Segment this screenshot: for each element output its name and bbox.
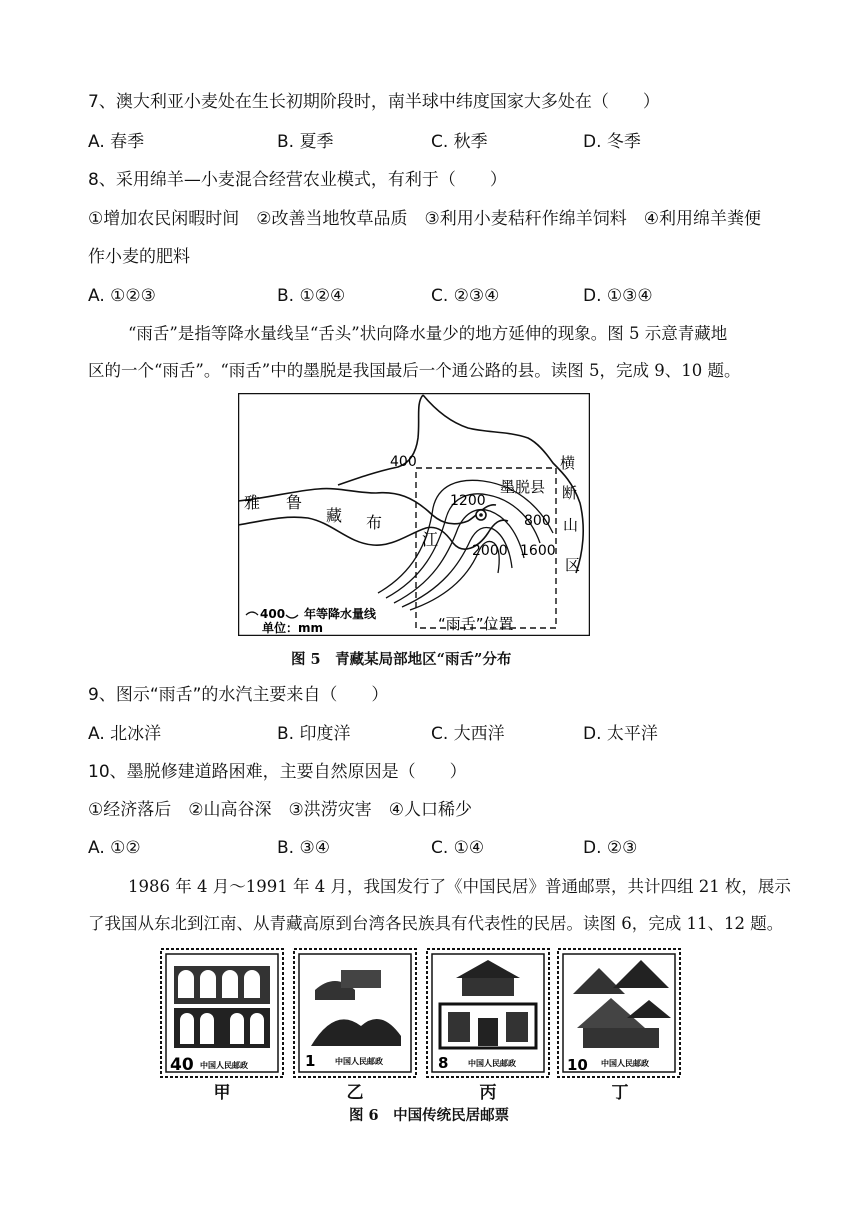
legend-text: 年等降水量线	[304, 607, 377, 621]
range-char-2: 断	[562, 484, 578, 502]
river-char-2: 鲁	[286, 493, 303, 512]
q9-option-d: D. 太平洋	[583, 724, 658, 744]
q8-option-a: A. ①②③	[88, 286, 156, 306]
river-char-3: 藏	[326, 506, 343, 525]
stamp-yi-issuer: 中国人民邮政	[335, 1057, 383, 1066]
stamp-jia	[160, 948, 284, 1078]
fig6-caption: 图 6 中国传统民居邮票	[349, 1107, 510, 1124]
stamp-jia-value: 40	[170, 1055, 194, 1075]
q9-stem: 9、图示“雨舌”的水汽主要来自（ ）	[88, 685, 389, 705]
intro-9-10-line1: “雨舌”是指等降水量线呈“舌头”状向降水量少的地方延伸的现象。图 5 示意青藏地	[128, 324, 728, 343]
stamp-label-yi: 乙	[346, 1083, 364, 1103]
stamp-bing-value: 8	[438, 1054, 449, 1072]
stamp-bing	[426, 948, 550, 1078]
q8-option-d: D. ①③④	[583, 286, 653, 306]
isoline-400: 400	[390, 454, 417, 470]
intro-11-12-line2: 了我国从东北到江南、从青藏高原到台湾各民族具有代表性的民居。读图 6，完成 11、12 题。	[88, 914, 784, 933]
q7-option-d: D. 冬季	[583, 132, 641, 152]
rain-tongue-map	[238, 393, 590, 636]
q8-statements-line1: ①增加农民闲暇时间 ②改善当地牧草品质 ③利用小麦秸秆作绵羊饲料 ④利用绵羊粪便	[88, 209, 761, 229]
stamp-ding	[557, 948, 681, 1078]
isoline-800: 800	[524, 513, 551, 529]
stamp-yi-value: 1	[305, 1052, 316, 1070]
q7-stem: 7、澳大利亚小麦处在生长初期阶段时，南半球中纬度国家大多处在（ ）	[88, 92, 660, 112]
stamp-label-ding: 丁	[611, 1083, 629, 1103]
q9-option-a: A. 北冰洋	[88, 724, 162, 744]
range-char-1: 横	[560, 454, 576, 472]
box-label: “雨舌”位置	[438, 615, 514, 633]
stamp-ding-issuer: 中国人民邮政	[601, 1059, 649, 1068]
q9-option-b: B. 印度洋	[277, 724, 351, 744]
legend-unit: 单位：mm	[262, 621, 324, 635]
q10-option-c: C. ①④	[431, 838, 485, 858]
stamp-jia-issuer: 中国人民邮政	[200, 1061, 248, 1070]
q8-option-c: C. ②③④	[431, 286, 500, 306]
stamp-yi	[293, 948, 417, 1078]
river-char-1: 雅	[244, 493, 261, 512]
q8-statements-line2: 作小麦的肥料	[88, 247, 190, 267]
q10-option-b: B. ③④	[277, 838, 330, 858]
q7-option-b: B. 夏季	[277, 132, 334, 152]
range-char-4: 区	[565, 556, 581, 574]
intro-11-12-line1: 1986 年 4 月～1991 年 4 月，我国发行了《中国民居》普通邮票，共计四组 21 枚，展示	[128, 877, 791, 896]
stamp-bing-issuer: 中国人民邮政	[468, 1059, 516, 1068]
isoline-1600: 1600	[520, 543, 556, 559]
intro-9-10-line2: 区的一个“雨舌”。“雨舌”中的墨脱是我国最后一个通公路的县。读图 5，完成 9、10 题。	[88, 361, 741, 380]
county-label: 墨脱县	[500, 478, 546, 496]
river-char-5: 江	[422, 530, 439, 549]
q7-option-c: C. 秋季	[431, 132, 488, 152]
stamp-ding-value: 10	[567, 1056, 588, 1074]
q10-option-a: A. ①②	[88, 838, 141, 858]
q8-option-b: B. ①②④	[277, 286, 346, 306]
q7-option-a: A. 春季	[88, 132, 145, 152]
stamp-label-bing: 丙	[479, 1083, 497, 1103]
q10-stem: 10、墨脱修建道路困难，主要自然原因是（ ）	[88, 762, 467, 782]
range-char-3: 山	[563, 516, 579, 534]
fig5-caption: 图 5 青藏某局部地区“雨舌”分布	[291, 651, 512, 668]
isoline-2000: 2000	[472, 543, 508, 559]
q10-statements: ①经济落后 ②山高谷深 ③洪涝灾害 ④人口稀少	[88, 800, 472, 820]
isoline-1200: 1200	[450, 493, 486, 509]
q10-option-d: D. ②③	[583, 838, 638, 858]
river-char-4: 布	[366, 513, 383, 532]
q8-stem: 8、采用绵羊—小麦混合经营农业模式，有利于（ ）	[88, 170, 507, 190]
stamp-label-jia: 甲	[213, 1083, 231, 1103]
q9-option-c: C. 大西洋	[431, 724, 505, 744]
legend-sample: 400	[260, 607, 286, 621]
